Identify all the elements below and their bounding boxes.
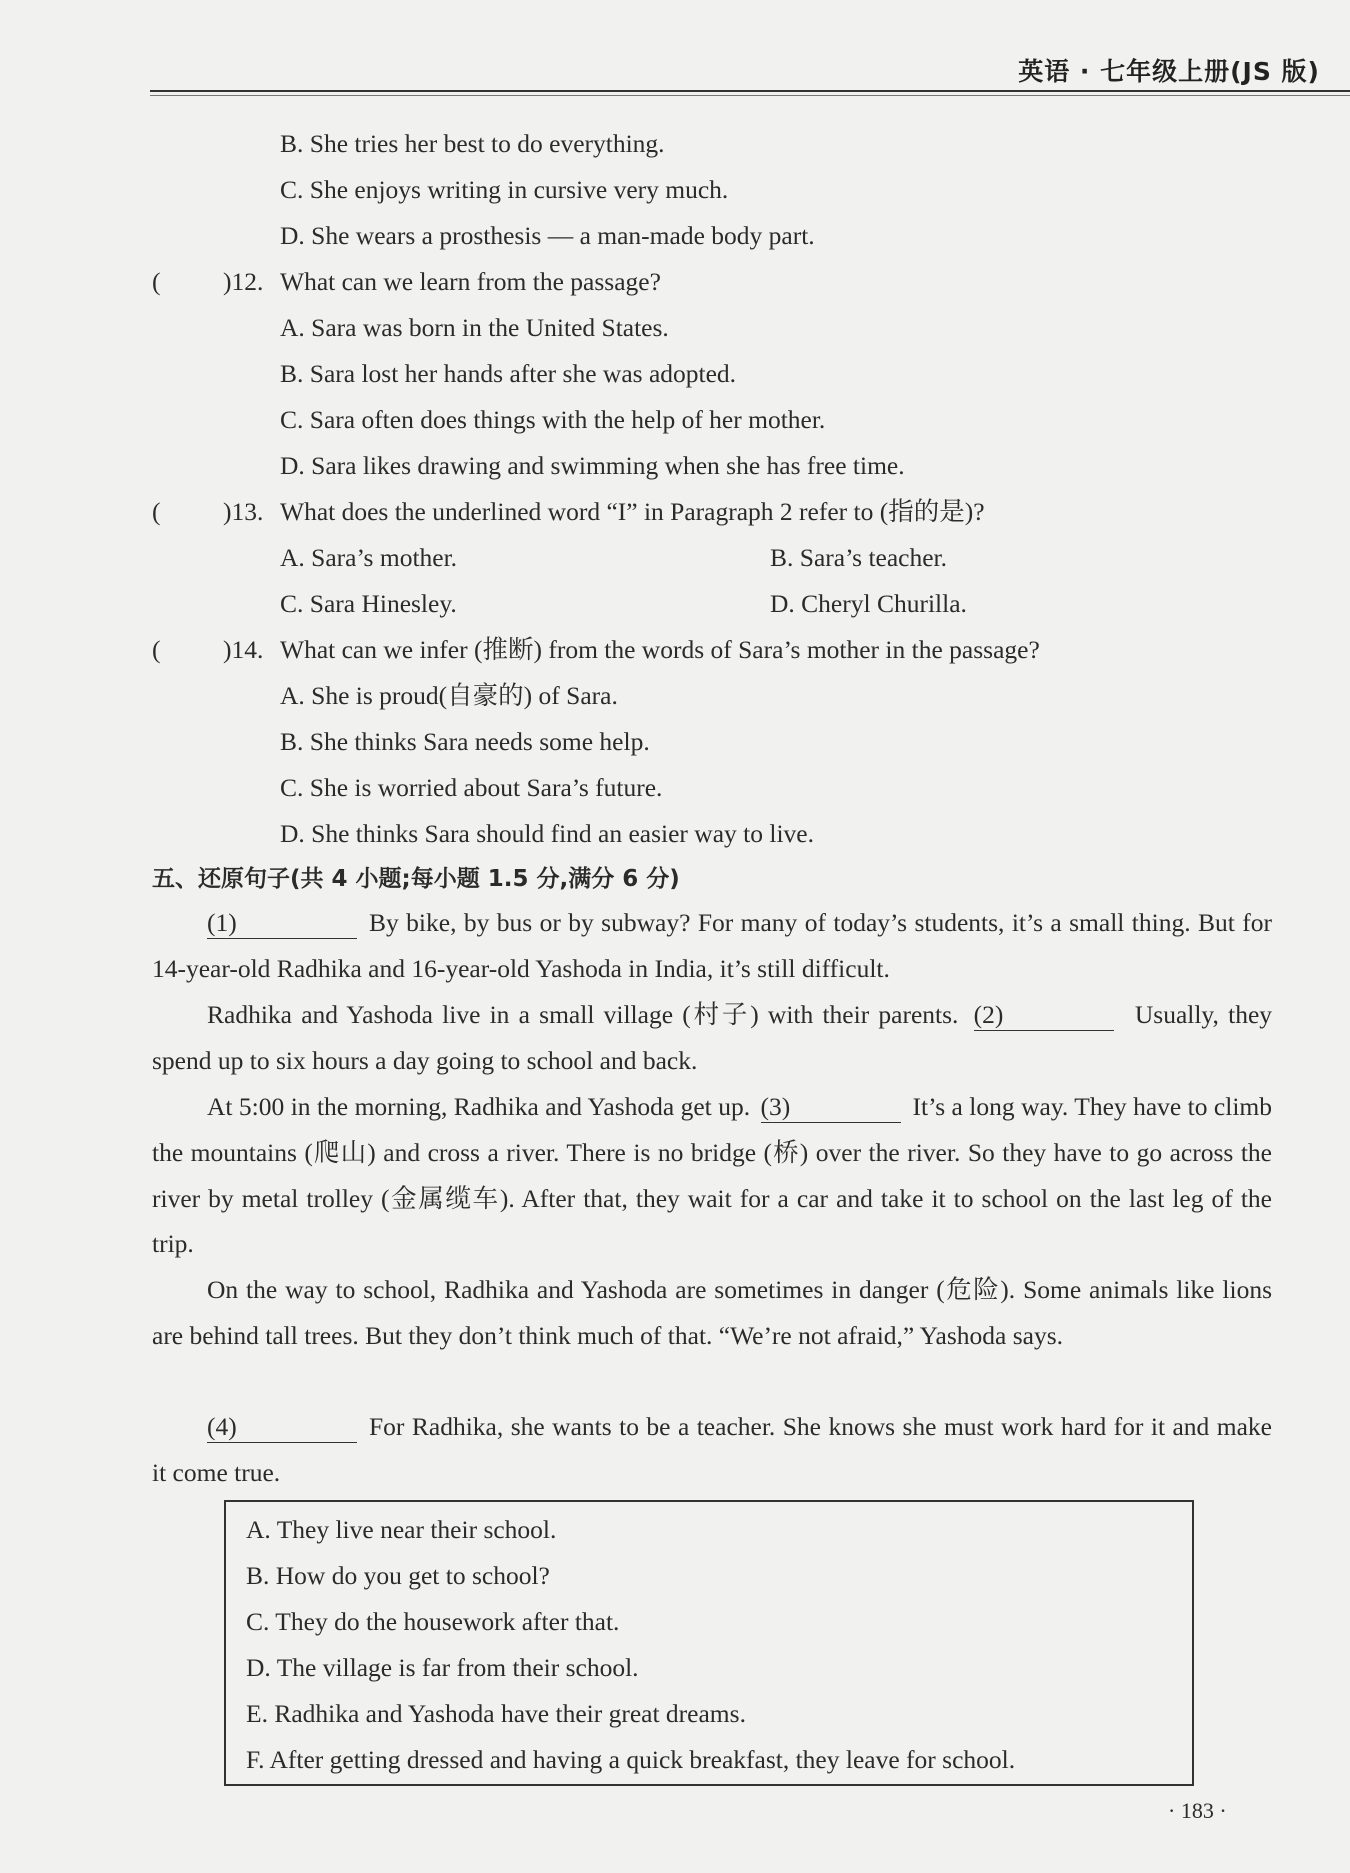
- page-header: [0, 0, 1350, 100]
- q11-option-c: C. She enjoys writing in cursive very much.: [280, 175, 729, 204]
- paragraph-3-text-b: It’s a long way. They have to climb the mountains (爬山) and cross a river. There is no bridge (桥) over the river. So they have to go across the river by metal trolley (金属缆车). After that, they wait for a car and take it to school on the last leg of the trip.: [152, 1092, 1272, 1259]
- box-option-c: C. They do the housework after that.: [246, 1607, 620, 1636]
- question-text: What can we infer (推断) from the words of Sara’s mother in the passage?: [280, 635, 1040, 664]
- blank-1[interactable]: (1): [207, 908, 357, 939]
- box-option-e: E. Radhika and Yashoda have their great dreams.: [246, 1699, 746, 1728]
- page-number: · 183 ·: [1168, 1798, 1227, 1823]
- blank-2[interactable]: (2): [974, 1000, 1114, 1031]
- blank-3[interactable]: (3): [761, 1092, 901, 1123]
- box-option-d: D. The village is far from their school.: [246, 1653, 639, 1682]
- question-text: What can we learn from the passage?: [280, 267, 661, 296]
- answer-paren[interactable]: (: [152, 497, 161, 526]
- paragraph-1: [152, 900, 1272, 992]
- q14-option-c: C. She is worried about Sara’s future.: [280, 773, 663, 802]
- q12-option-d: D. Sara likes drawing and swimming when she has free time.: [280, 451, 905, 480]
- q14-option-a: A. She is proud(自豪的) of Sara.: [280, 681, 618, 710]
- question-text: What does the underlined word “I” in Paragraph 2 refer to (指的是)?: [280, 497, 985, 526]
- question-number: )12.: [223, 267, 264, 296]
- q13-option-a: A. Sara’s mother.: [280, 543, 458, 572]
- box-option-a: A. They live near their school.: [246, 1515, 557, 1544]
- q14-option-b: B. She thinks Sara needs some help.: [280, 727, 650, 756]
- q13-option-d: D. Cheryl Churilla.: [770, 589, 967, 618]
- q12-option-b: B. Sara lost her hands after she was adopted.: [280, 359, 737, 388]
- paragraph-1-text: By bike, by bus or by subway? For many of today’s students, it’s a small thing. But for 14-year-old Radhika and 16-year-old Yashoda in India, it’s still difficult.: [152, 908, 1272, 983]
- q13-option-c: C. Sara Hinesley.: [280, 589, 457, 618]
- paragraph-2-text-a: Radhika and Yashoda live in a small village (村子) with their parents.: [207, 1000, 959, 1029]
- q13-option-b: B. Sara’s teacher.: [770, 543, 948, 572]
- q14-option-d: D. She thinks Sara should find an easier way to live.: [280, 819, 814, 848]
- paragraph-5-text: For Radhika, she wants to be a teacher. She knows she must work hard for it and make it come true.: [152, 1412, 1272, 1487]
- q12-option-a: A. Sara was born in the United States.: [280, 313, 669, 342]
- blank-4[interactable]: (4): [207, 1412, 357, 1443]
- options-box: [224, 1500, 1194, 1786]
- header-rule: [150, 90, 1350, 92]
- box-option-f: F. After getting dressed and having a quick breakfast, they leave for school.: [246, 1745, 1016, 1774]
- section-5-title: 五、还原句子(共 4 小题;每小题 1.5 分,满分 6 分): [152, 866, 680, 892]
- paragraph-4-text: On the way to school, Radhika and Yashoda are sometimes in danger (危险). Some animals like lions are behind tall trees. But they don’t think much of that. “We’re not afraid,” Yashoda says.: [152, 1275, 1272, 1350]
- paragraph-2: [152, 992, 1272, 1084]
- paragraph-2-text-b: Usually, they spend up to six hours a day going to school and back.: [152, 1000, 1273, 1075]
- paragraph-3: [152, 1084, 1272, 1267]
- question-number: )13.: [223, 497, 264, 526]
- header-rule-thin: [150, 95, 1350, 96]
- answer-paren[interactable]: (: [152, 635, 161, 664]
- paragraph-5: [152, 1404, 1272, 1496]
- paragraph-3-text-a: At 5:00 in the morning, Radhika and Yashoda get up.: [207, 1092, 751, 1121]
- paragraph-4: [152, 1267, 1272, 1359]
- question-number: )14.: [223, 635, 264, 664]
- q12-option-c: C. Sara often does things with the help of her mother.: [280, 405, 826, 434]
- box-option-b: B. How do you get to school?: [246, 1561, 550, 1590]
- q11-option-d: D. She wears a prosthesis — a man-made body part.: [280, 221, 815, 250]
- book-title: 英语 · 七年级上册(JS 版): [1018, 57, 1320, 86]
- q11-option-b: B. She tries her best to do everything.: [280, 129, 665, 158]
- answer-paren[interactable]: (: [152, 267, 161, 296]
